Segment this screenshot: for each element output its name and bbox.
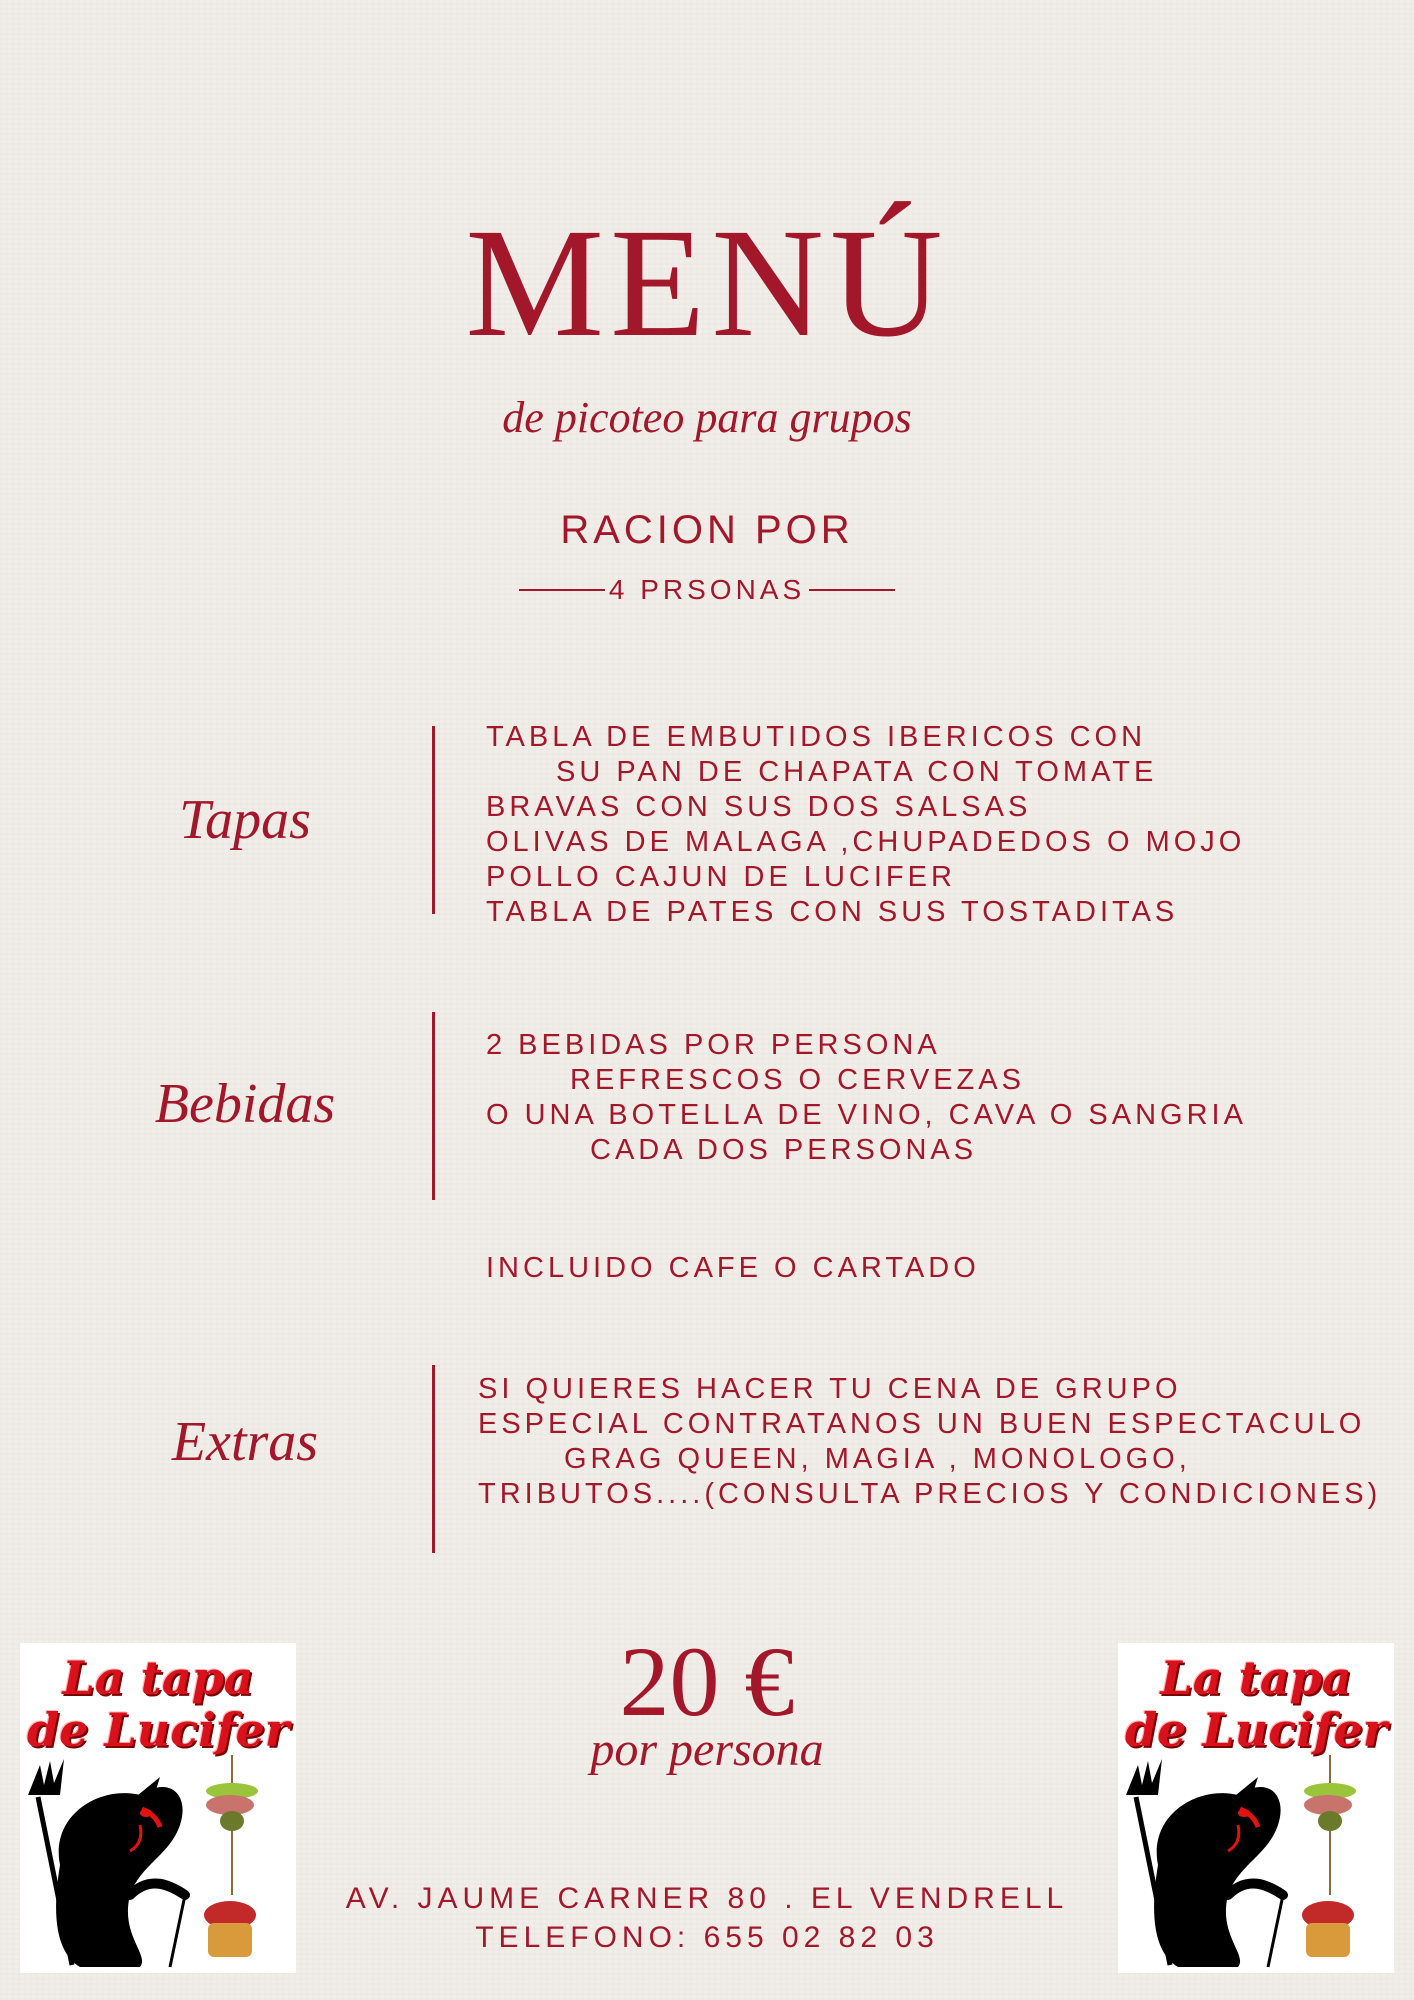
bebidas-list	[486, 1028, 1247, 1168]
divider-right	[809, 589, 895, 591]
devil-illustration-icon	[1118, 1755, 1394, 1973]
list-item: GRAG QUEEN, MAGIA , MONOLOGO,	[564, 1443, 1191, 1475]
logo-right	[1118, 1643, 1394, 1973]
list-item: POLLO CAJUN DE LUCIFER	[486, 861, 956, 893]
section-label-extras: Extras	[171, 1411, 319, 1473]
section-label-bebidas: Bebidas	[154, 1073, 336, 1135]
section-divider-tapas	[432, 726, 435, 914]
personas-text: 4 PRSONAS	[608, 574, 806, 605]
address: AV. JAUME CARNER 80 . EL VENDRELL	[345, 1882, 1069, 1915]
list-item: CADA DOS PERSONAS	[590, 1134, 978, 1166]
section-divider-bebidas	[432, 1012, 435, 1200]
list-item: SU PAN DE CHAPATA CON TOMATE	[556, 756, 1158, 788]
logo-line-1: La tapa	[62, 1651, 254, 1705]
section-divider-extras	[432, 1365, 435, 1553]
list-item: O UNA BOTELLA DE VINO, CAVA O SANGRIA	[486, 1099, 1247, 1131]
menu-title: MENÚ	[465, 196, 949, 369]
list-item: 2 BEBIDAS POR PERSONA	[486, 1029, 941, 1061]
price-amount: 20 €	[619, 1626, 795, 1737]
personas-row	[0, 574, 1414, 606]
logo-line-1: La tapa	[1160, 1651, 1352, 1705]
extras-list	[478, 1372, 1381, 1512]
included-note: INCLUIDO CAFE O CARTADO	[486, 1252, 980, 1284]
list-item: ESPECIAL CONTRATANOS UN BUEN ESPECTACULO	[478, 1408, 1366, 1440]
list-item: TABLA DE PATES CON SUS TOSTADITAS	[486, 896, 1179, 928]
racion-heading: RACION POR	[560, 508, 854, 552]
logo-line-2: de Lucifer	[26, 1703, 289, 1757]
list-item: SI QUIERES HACER TU CENA DE GRUPO	[478, 1373, 1182, 1405]
list-item: BRAVAS CON SUS DOS SALSAS	[486, 791, 1032, 823]
menu-subtitle: de picoteo para grupos	[502, 393, 912, 442]
list-item: REFRESCOS O CERVEZAS	[570, 1064, 1025, 1096]
list-item: OLIVAS DE MALAGA ,CHUPADEDOS O MOJO	[486, 826, 1246, 858]
devil-illustration-icon	[20, 1755, 296, 1973]
list-item: TRIBUTOS....(CONSULTA PRECIOS Y CONDICIONES)	[478, 1478, 1382, 1510]
tapas-list	[486, 720, 1245, 930]
section-label-tapas: Tapas	[179, 789, 311, 851]
phone-number: TELEFONO: 655 02 82 03	[475, 1921, 939, 1954]
price-per-person: por persona	[590, 1723, 824, 1776]
list-item: TABLA DE EMBUTIDOS IBERICOS CON	[486, 721, 1147, 753]
logo-line-2: de Lucifer	[1124, 1703, 1387, 1757]
logo-left	[20, 1643, 296, 1973]
divider-left	[519, 589, 605, 591]
